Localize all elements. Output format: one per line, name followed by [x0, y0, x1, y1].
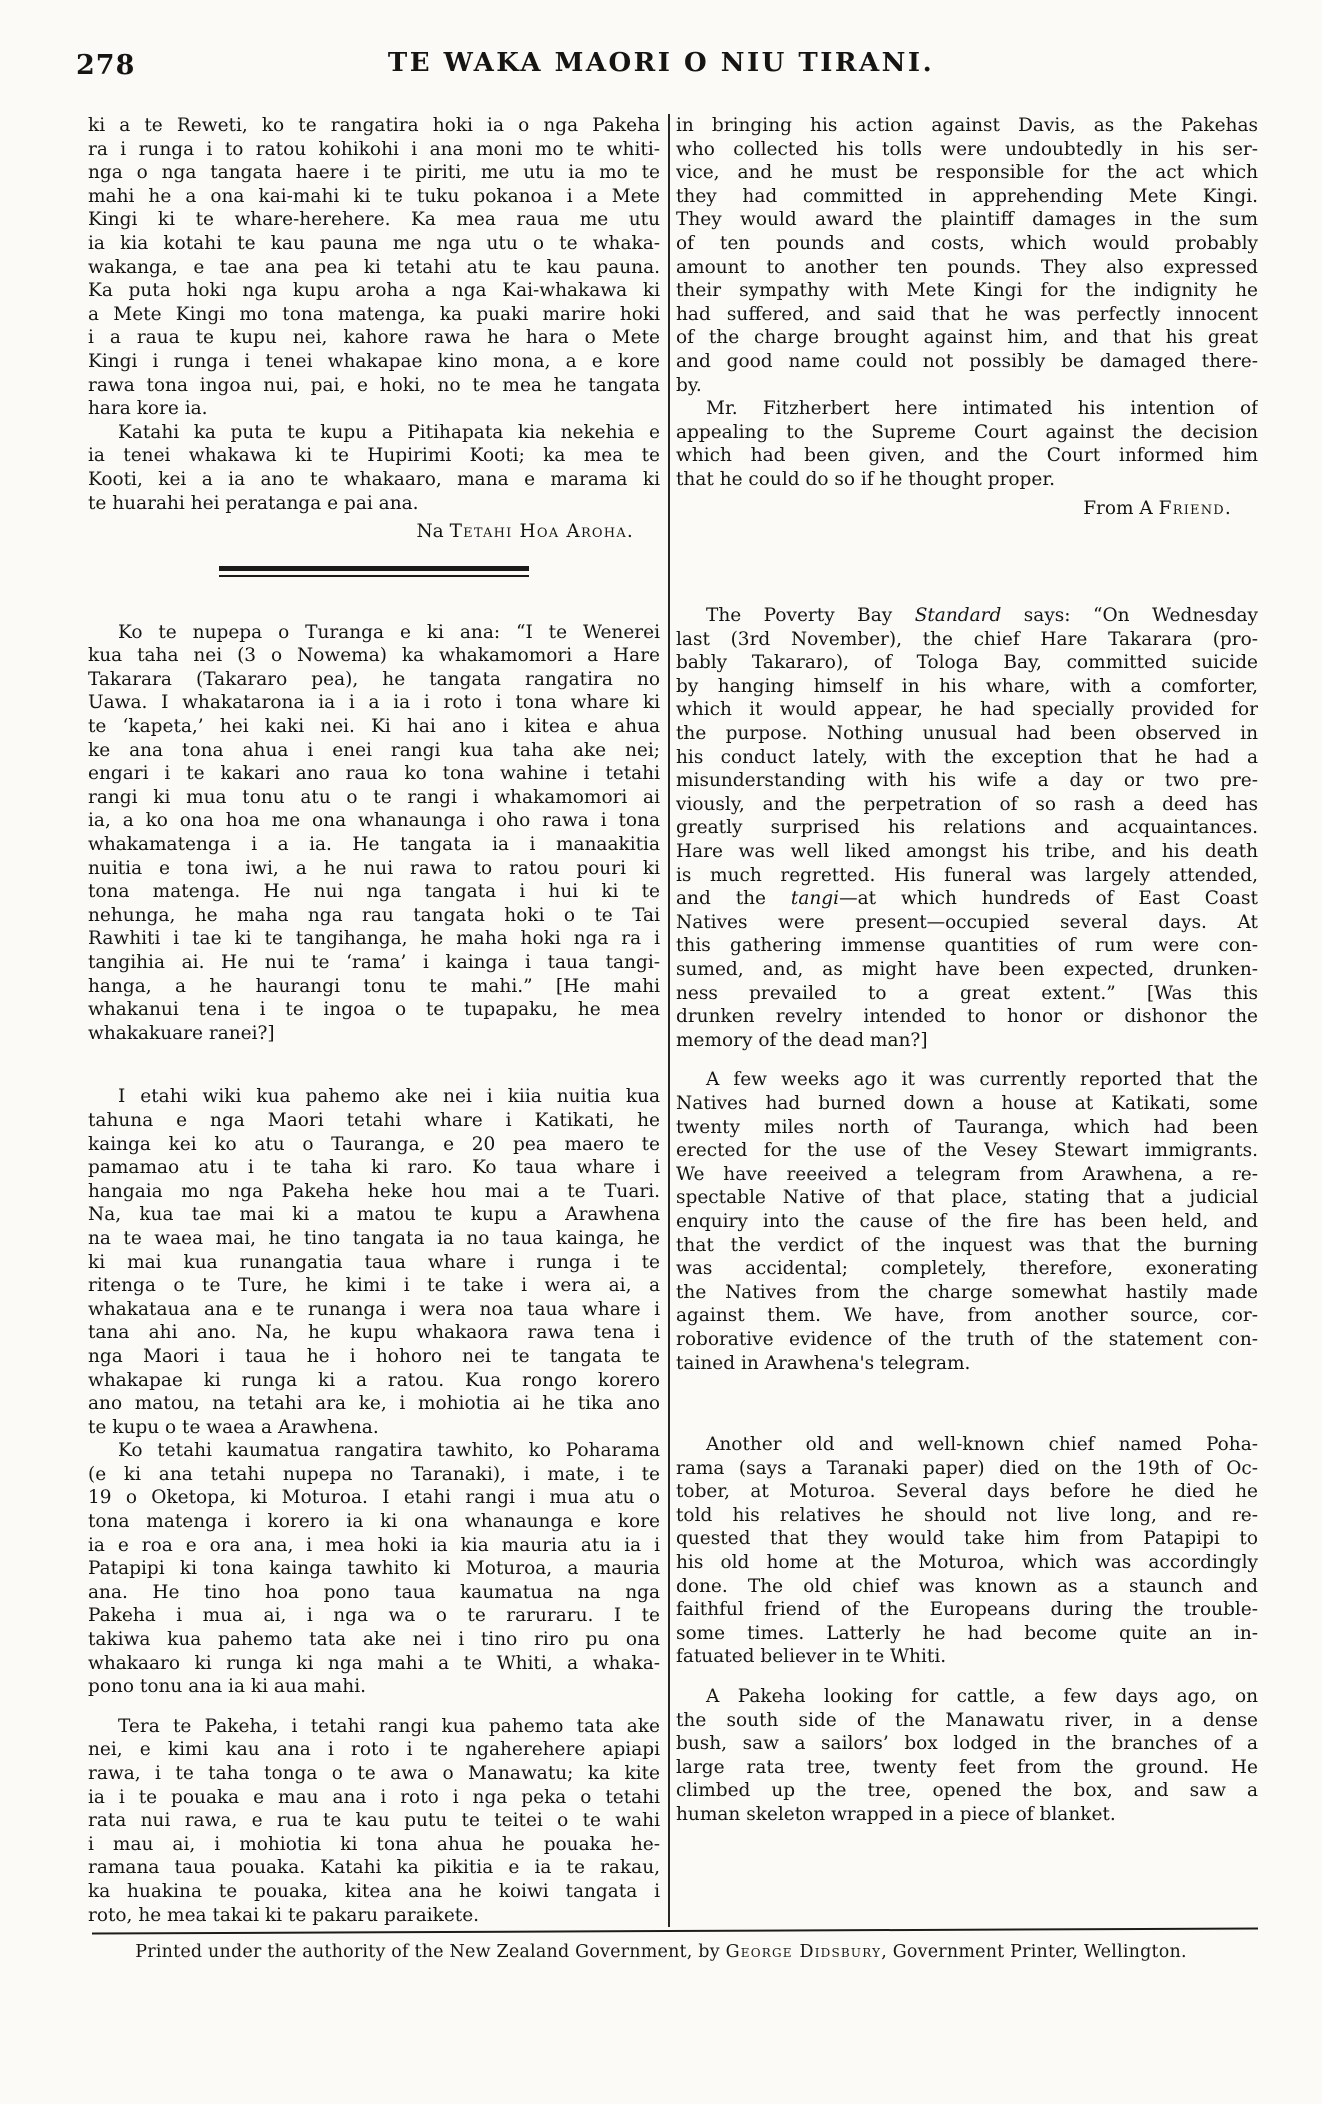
text-line: misunderstanding with his wife a day or two pre-	[676, 770, 1258, 792]
text-line: enquiry into the cause of the fire has been held, and	[676, 1210, 1258, 1232]
text-line: nuitia e tona iwi, a he nui rawa to ratou pouri ki	[88, 857, 660, 879]
paragraph	[676, 1433, 1258, 1669]
text-line: a Mete Kingi mo tona matenga, ka puaki marire hoki	[88, 303, 660, 325]
text-line: Kooti, kei a ia ano te whakaaro, mana e marama ki	[88, 468, 660, 490]
text-line: te huarahi hei peratanga e pai ana.	[88, 492, 419, 514]
text-line: whakataua ana e te runanga i wera noa taua whare i	[88, 1298, 660, 1320]
signature-name: Friend.	[1158, 497, 1232, 519]
text-line: i a raua te kupu nei, kahore rawa he hara o Mete	[88, 327, 660, 349]
text-line: roborative evidence of the truth of the statement con-	[676, 1328, 1258, 1350]
paragraph	[676, 114, 1258, 397]
text-line: ano matou, na tetahi ara ke, i mohiotia ai he tika ano	[88, 1393, 660, 1415]
text-line: of the charge brought against him, and that his great	[676, 327, 1258, 349]
text-line: ia kia kotahi te kau pauna me nga utu o te whaka-	[88, 232, 660, 254]
text-line: memory of the dead man?]	[676, 1029, 928, 1051]
text-line: ia i te pouaka e mau ana i roto i nga peka o tetahi	[88, 1786, 660, 1808]
text-line: tangihia ai. He nui te ‘rama’ i kainga i taua tangi-	[88, 952, 660, 973]
text-line: Uawa. I whakatarona ia i a ia i roto i tona whare ki	[88, 692, 660, 714]
text-line: and the tangi—at which hundreds of East Coast	[676, 888, 1258, 910]
text-line: pono tonu ana ia ki aua mahi.	[88, 1676, 367, 1698]
text-line: drunken revelry intended to honor or dishonor the	[676, 1006, 1258, 1028]
section-divider-rule	[219, 566, 529, 577]
text-line: Ka puta hoki nga kupu aroha a nga Kai-whakawa ki	[88, 280, 660, 302]
text-line: rangi ki mua tonu atu o te rangi i whakamomori ai	[88, 786, 660, 808]
text-line: tona matenga i korero ia ki ona whanaunga e kore	[88, 1511, 660, 1533]
text-line: ia, a ko ona hoa me ona whanaunga i oho rawa i tona	[88, 810, 660, 832]
text-line: in bringing his action against Davis, as the Pakehas	[676, 115, 1258, 136]
text-line: Pakeha i mua ai, i nga wa o te raruraru. I te	[88, 1605, 660, 1627]
text-line: Natives were present—occupied several days. At	[676, 911, 1258, 933]
text-line: of ten pounds and costs, which would probably	[676, 232, 1258, 254]
text-line: mahi he a ona kai-mahi ki te tuku pokanoa i a Mete	[88, 185, 660, 207]
text-line: ia tenei whakawa ki te Hupirimi Kooti; ka mea te	[88, 445, 660, 467]
text-line: bush, saw a sailors’ box lodged in the branches of a	[676, 1733, 1258, 1755]
text-line: I etahi wiki kua pahemo ake nei i kiia nuitia kua	[118, 1086, 660, 1108]
text-line: Ko tetahi kaumatua rangatira tawhito, ko Poharama	[118, 1440, 660, 1462]
text-line: whakakuare ranei?]	[88, 1022, 275, 1044]
text-line: nei, e kimi kau ana i roto i te ngaherehere apiapi	[88, 1739, 660, 1761]
left-column	[88, 114, 660, 1927]
text-line: is much regretted. His funeral was largely attended,	[676, 864, 1258, 886]
text-line: was accidental; completely, therefore, exonerating	[676, 1258, 1258, 1280]
text-line: ra i runga i to ratou kohikohi i ana moni mo te whiti-	[88, 138, 660, 160]
text-line: tona matenga. He nui nga tangata i hui ki te	[88, 881, 660, 903]
text-line: told his relatives he should not live long, and re-	[676, 1504, 1258, 1526]
signature-prefix: Na	[416, 521, 450, 543]
imprint-printer-name: George Didsbury	[725, 1942, 882, 1962]
text-line: ka huakina te pouaka, kitea ana he koiwi tangata i	[88, 1880, 660, 1902]
paragraph	[676, 1068, 1258, 1375]
text-line: whakamatenga i a ia. He tangata ia i manaakitia	[88, 834, 660, 856]
text-line: by hanging himself in his whare, with a comforter,	[676, 675, 1258, 697]
text-line: which had been given, and the Court informed him	[676, 445, 1258, 467]
text-line: vice, and he must be responsible for the act which	[676, 162, 1258, 184]
text-line: whakapae ki runga ki a ratou. Kua rongo korero	[88, 1369, 660, 1391]
text-line: hangaia mo nga Pakeha heke hou mai a te Tuari.	[88, 1180, 660, 1202]
text-line: roto, he mea takai ki te pakaru paraikete.	[88, 1904, 480, 1926]
text-line: some times. Latterly he had become quite an in-	[676, 1622, 1258, 1644]
text-line: nehunga, he maha nga rau tangata hoki o te Tai	[88, 904, 660, 926]
text-line: the Natives from the charge somewhat hastily made	[676, 1281, 1258, 1303]
text-line: quested that they would take him from Patapipi to	[676, 1528, 1258, 1550]
text-line: done. The old chief was known as a staunch and	[676, 1575, 1258, 1597]
text-line: pamamao atu i te taha ki raro. Ko taua whare i	[88, 1157, 660, 1179]
text-line: that he could do so if he thought proper.	[676, 468, 1056, 490]
text-line: Rawhiti i tae ki te tangihanga, he maha hoki nga ra i	[88, 928, 660, 950]
imprint-line	[0, 1942, 1322, 1962]
text-line: The Poverty Bay Standard says: “On Wednesday	[706, 605, 1258, 627]
body-columns	[88, 114, 1258, 1927]
text-line: erected for the use of the Vesey Stewart immigrants.	[676, 1140, 1258, 1162]
text-line: ki a te Reweti, ko te rangatira hoki ia o nga Pakeha	[88, 115, 660, 136]
text-line: rawa tona ingoa nui, pai, e hoki, no te mea he tangata	[88, 374, 660, 396]
text-line: Na, kua tae mai ki a matou te kupu a Arawhena	[88, 1204, 660, 1226]
text-line: which it would appear, he had specially provided for	[676, 699, 1258, 721]
text-line: appealing to the Supreme Court against the decision	[676, 421, 1258, 443]
footer-rule	[92, 1927, 1258, 1934]
text-line: rawa, i te taha tonga o te awa o Manawatu; ka kite	[88, 1763, 660, 1784]
imprint-post: , Government Printer, Wellington.	[881, 1942, 1187, 1962]
text-line: They would award the plaintiff damages in the sum	[676, 209, 1258, 231]
text-line: and good name could not possibly be damaged there-	[676, 350, 1258, 372]
text-line: whakanui tena i te ingoa o te tupapaku, he mea	[88, 999, 660, 1021]
text-line: this gathering immense quantities of rum were con-	[676, 935, 1258, 957]
text-line: climbed up the tree, opened the box, and saw a	[676, 1780, 1258, 1802]
text-line: spectable Native of that place, stating that a judicial	[676, 1187, 1258, 1209]
text-line: large rata tree, twenty feet from the ground. He	[676, 1756, 1258, 1778]
paragraph	[88, 421, 660, 515]
text-line: had suffered, and said that he was perfectly innocent	[676, 303, 1258, 325]
text-line: A few weeks ago it was currently reported that the	[706, 1069, 1258, 1091]
text-line: ana. He tino hoa pono taua kaumatua na nga	[88, 1581, 660, 1603]
text-line: the south side of the Manawatu river, in a dense	[676, 1709, 1258, 1731]
text-line: ki mai kua runangatia taua whare i runga i te	[88, 1251, 660, 1273]
text-line: fatuated believer in te Whiti.	[676, 1646, 947, 1668]
text-line: kainga kei ko atu o Tauranga, e 20 pea maero te	[88, 1133, 660, 1155]
text-line: tana ahi ano. Na, he kupu whakaora rawa tena i	[88, 1322, 660, 1344]
text-line: bably Takararo), of Tologa Bay, committed suicide	[676, 652, 1258, 674]
text-line: against them. We have, from another source, cor-	[676, 1305, 1258, 1327]
text-line: the purpose. Nothing unusual had been observed in	[676, 723, 1258, 745]
signature-line	[88, 520, 660, 544]
text-line: Kingi i runga i tenei whakapae kino mona, a e kore	[88, 350, 660, 372]
signature-line	[676, 497, 1258, 521]
text-line: ia e roa e ora ana, i mea hoki ia kia mauria atu ia i	[88, 1534, 660, 1556]
paragraph	[88, 621, 660, 1046]
text-line: takiwa kua pahemo tata ake nei i tino riro pu ona	[88, 1629, 660, 1651]
text-line: hara kore ia.	[88, 398, 208, 420]
text-line: their sympathy with Mete Kingi for the indignity he	[676, 280, 1258, 302]
text-line: 19 o Oketopa, ki Moturoa. I etahi rangi i mua atu o	[88, 1487, 660, 1509]
right-column	[676, 114, 1258, 1927]
text-line: ritenga o te Ture, he kimi i te take i wera ai, a	[88, 1275, 660, 1297]
text-line: nga o nga tangata haere i te piriti, me utu ia mo te	[88, 162, 660, 184]
text-line: that the verdict of the inquest was that the burning	[676, 1234, 1258, 1256]
paragraph	[88, 1715, 660, 1927]
text-line: greatly surprised his relations and acquaintances.	[676, 817, 1258, 839]
text-line: tahuna e nga Maori tetahi whare i Katikati, he	[88, 1109, 660, 1131]
paragraph	[676, 397, 1258, 491]
paragraph	[88, 114, 660, 421]
text-line: rama (says a Taranaki paper) died on the 19th of Oc-	[676, 1457, 1258, 1479]
text-line: Another old and well-known chief named Poha-	[706, 1434, 1258, 1456]
text-line: Natives had burned down a house at Katikati, some	[676, 1092, 1258, 1114]
text-line: We have reeeived a telegram from Arawhena, a re-	[676, 1163, 1258, 1185]
text-line: amount to another ten pounds. They also expressed	[676, 256, 1258, 278]
text-line: his conduct lately, with the exception that he had a	[676, 746, 1258, 768]
text-line: ramana taua pouaka. Katahi ka pikitia e ia te rakau,	[88, 1857, 660, 1879]
text-line: Takarara (Takararo pea), he tangata rangatira no	[88, 668, 660, 690]
text-line: Mr. Fitzherbert here intimated his intention of	[706, 398, 1258, 420]
text-line: nga Maori i taua he i hohoro nei te tangata te	[88, 1345, 660, 1367]
paragraph	[88, 1439, 660, 1699]
text-line: they had committed in apprehending Mete Kingi.	[676, 185, 1258, 207]
text-line: A Pakeha looking for cattle, a few days ago, on	[706, 1686, 1258, 1708]
signature-prefix: From A	[1083, 497, 1159, 519]
text-line: Hare was well liked amongst his tribe, and his death	[676, 841, 1258, 863]
text-line: whakaaro ki runga ki nga mahi a te Whiti, a whaka-	[88, 1652, 660, 1674]
text-line: last (3rd November), the chief Hare Takarara (pro-	[676, 628, 1258, 650]
text-line: sumed, and, as might have been expected, drunken-	[676, 959, 1258, 980]
text-line: ness prevailed to a great extent.” [Was this	[676, 982, 1258, 1004]
page-number: 278	[76, 50, 136, 81]
text-line: wakanga, e tae ana pea ki tetahi atu te kau pauna.	[88, 256, 660, 278]
text-line: rata nui rawa, e rua te kau putu te teitei o te wahi	[88, 1810, 660, 1832]
text-line: his old home at the Moturoa, which was accordingly	[676, 1552, 1258, 1574]
text-line: (e ki ana tetahi nupepa no Taranaki), i mate, i te	[88, 1463, 660, 1485]
text-line: Tera te Pakeha, i tetahi rangi kua pahemo tata ake	[118, 1715, 660, 1737]
text-line: na te waea mai, he tino tangata ia no taua kainga, he	[88, 1227, 660, 1249]
text-line: kua taha nei (3 o Nowema) ka whakamomori a Hare	[88, 645, 660, 667]
text-line: Patapipi ki tona kainga tawhito ki Moturoa, a mauria	[88, 1558, 660, 1580]
text-line: tained in Arawhena's telegram.	[676, 1352, 971, 1374]
imprint-pre: Printed under the authority of the New Zealand Government, by	[135, 1942, 726, 1962]
text-line: twenty miles north of Tauranga, which had been	[676, 1116, 1258, 1138]
paragraph	[676, 1685, 1258, 1827]
text-line: Kingi ki te whare-herehere. Ka mea raua me utu	[88, 209, 660, 231]
text-line: Ko te nupepa o Turanga e ki ana: “I te Wenerei	[118, 621, 660, 643]
text-line: by.	[676, 374, 702, 396]
text-line: hanga, a he haurangi tonu te mahi.” [He mahi	[88, 975, 660, 997]
text-line: Katahi ka puta te kupu a Pitihapata kia nekehia e	[118, 421, 660, 443]
text-line: engari i te kakari ano raua ko tona wahine i tetahi	[88, 763, 660, 785]
text-line: tober, at Moturoa. Several days before he died he	[676, 1481, 1258, 1503]
signature-name: Tetahi Hoa Aroha.	[449, 521, 634, 543]
text-line: viously, and the perpetration of so rash a deed has	[676, 793, 1258, 815]
text-line: faithful friend of the Europeans during the trouble-	[676, 1599, 1258, 1621]
text-line: i mau ai, i mohiotia ki tona ahua he pouaka he-	[88, 1833, 660, 1855]
page-title: TE WAKA MAORI O NIU TIRANI.	[387, 48, 935, 78]
text-line: te ‘kapeta,’ hei kaki nei. Ki hai ano i kitea e ahua	[88, 716, 660, 738]
text-line: human skeleton wrapped in a piece of blanket.	[676, 1804, 1116, 1825]
paragraph	[88, 1085, 660, 1439]
paragraph	[676, 604, 1258, 1052]
text-line: ke ana tona ahua i enei rangi kua taha ake nei;	[88, 739, 660, 761]
text-line: te kupu o te waea a Arawhena.	[88, 1416, 379, 1438]
text-line: who collected his tolls were undoubtedly in his ser-	[676, 138, 1258, 160]
column-divider-rule	[668, 114, 670, 1927]
